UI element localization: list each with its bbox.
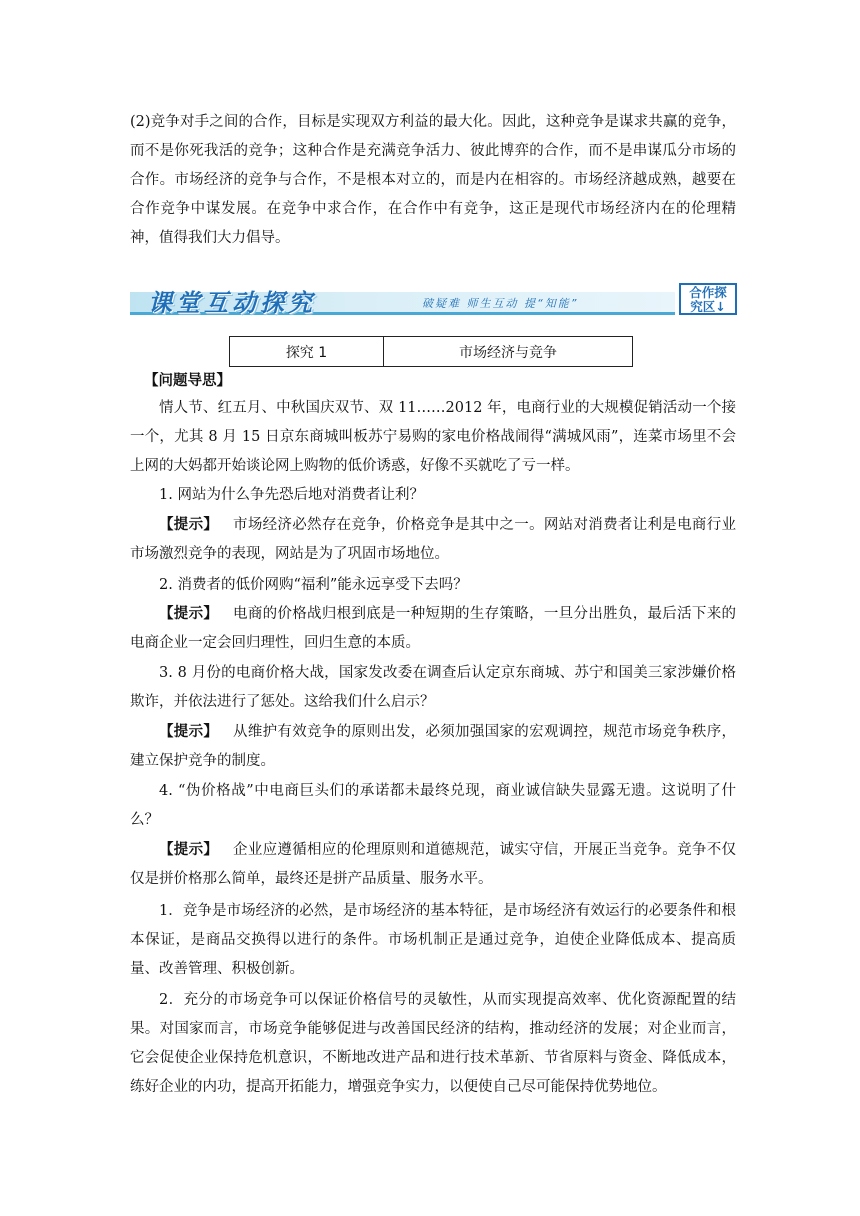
answer-text: 市场经济必然存在竞争，价格竞争是其中之一。网站对消费者让利是电商行业市场激烈竞争的表现，网站是为了巩固市场地位。: [130, 517, 737, 562]
answer-2: [130, 600, 736, 658]
banner-subtitle: 破疑难 师生互动 提“知能”: [422, 297, 579, 310]
intro-paragraph: (2)竞争对手之间的合作，目标是实现双方利益的最大化。因此，这种竞争是谋求共赢的竞争，而不是你死我活的竞争；这种合作是充满竞争活力、彼此博弈的合作，而不是串谋瓜分市场的合作。市场经济的竞争与合作，不是根本对立的，而是内在相容的。市场经济越成熟，越要在合作竞争中谋发展。在竞争中求合作，在合作中有竞争，这正是现代市场经济内在的伦理精神，值得我们大力倡导。: [130, 114, 736, 246]
question-2: 2. 消费者的低价网购“福利”能永远享受下去吗？: [159, 577, 468, 593]
table-cell-topic: 市场经济与竞争: [459, 344, 557, 361]
tip-label: 【提示】: [159, 842, 219, 858]
question-1: 1. 网站为什么争先恐后地对消费者让利？: [159, 487, 424, 503]
banner-box-line2: 究区↓: [690, 299, 726, 314]
answer-text: 从维护有效竞争的原则出发，必须加强国家的宏观调控，规范市场竞争秩序，建立保护竞争的制度。: [130, 724, 737, 769]
banner-box-line1: 合作探: [689, 285, 727, 300]
answer-4: [130, 836, 736, 894]
table-cell-inquiry: 探究 1: [230, 337, 384, 366]
answer-text: 企业应遵循相应的伦理原则和道德规范，诚实守信，开展正当竞争。竞争不仅仅是拼价格那么简单，最终还是拼产品质量、服务水平。: [130, 842, 737, 887]
answer-text: 电商的价格战归根到底是一种短期的生存策略，一旦分出胜负，最后活下来的电商企业一定会回归理性，回归生意的本质。: [130, 606, 737, 651]
tip-label: 【提示】: [159, 724, 219, 740]
banner-section-box: [679, 283, 737, 315]
tip-label: 【提示】: [159, 606, 219, 622]
topic-table: [229, 336, 633, 367]
answer-1: [130, 511, 736, 569]
section-banner: [130, 283, 737, 317]
conclusion-2: 2．充分的市场竞争可以保证价格信号的灵敏性，从而实现提高效率、优化资源配置的结果。对国家而言，市场竞争能够促进与改善国民经济的结构，推动经济的发展；对企业而言，它会促使企业保持危机意识，不断地改进产品和进行技术革新、节省原料与资金、降低成本，练好企业的内功，提高开拓能力，增强竞争实力，以便使自己尽可能保持优势地位。: [130, 992, 736, 1095]
conclusion-1: 1．竞争是市场经济的必然，是市场经济的基本特征，是市场经济有效运行的必要条件和根本保证，是商品交换得以进行的条件。市场机制正是通过竞争，迫使企业降低成本、提高质量、改善管理、积极创新。: [130, 903, 736, 977]
scenario-paragraph: 情人节、红五月、中秋国庆双节、双 11……2012 年，电商行业的大规模促销活动一个接一个，尤其 8 月 15 日京东商城叫板苏宁易购的家电价格战闹得“满城风雨”，连菜市场里不会上网的大妈都开始谈论网上购物的低价诱惑，好像不买就吃了亏一样。: [130, 400, 736, 474]
question-3: 3. 8 月份的电商价格大战，国家发改委在调查后认定京东商城、苏宁和国美三家涉嫌价格欺诈，并依法进行了惩处。这给我们什么启示？: [130, 665, 736, 710]
answer-3: [130, 718, 736, 776]
tip-label: 【提示】: [159, 517, 219, 533]
question-4: 4. “伪价格战”中电商巨头们的承诺都未最终兑现，商业诚信缺失显露无遗。这说明了什么？: [130, 783, 736, 828]
banner-title: 课堂互动探究: [148, 289, 316, 317]
section-heading: 【问题导思】: [144, 373, 231, 389]
